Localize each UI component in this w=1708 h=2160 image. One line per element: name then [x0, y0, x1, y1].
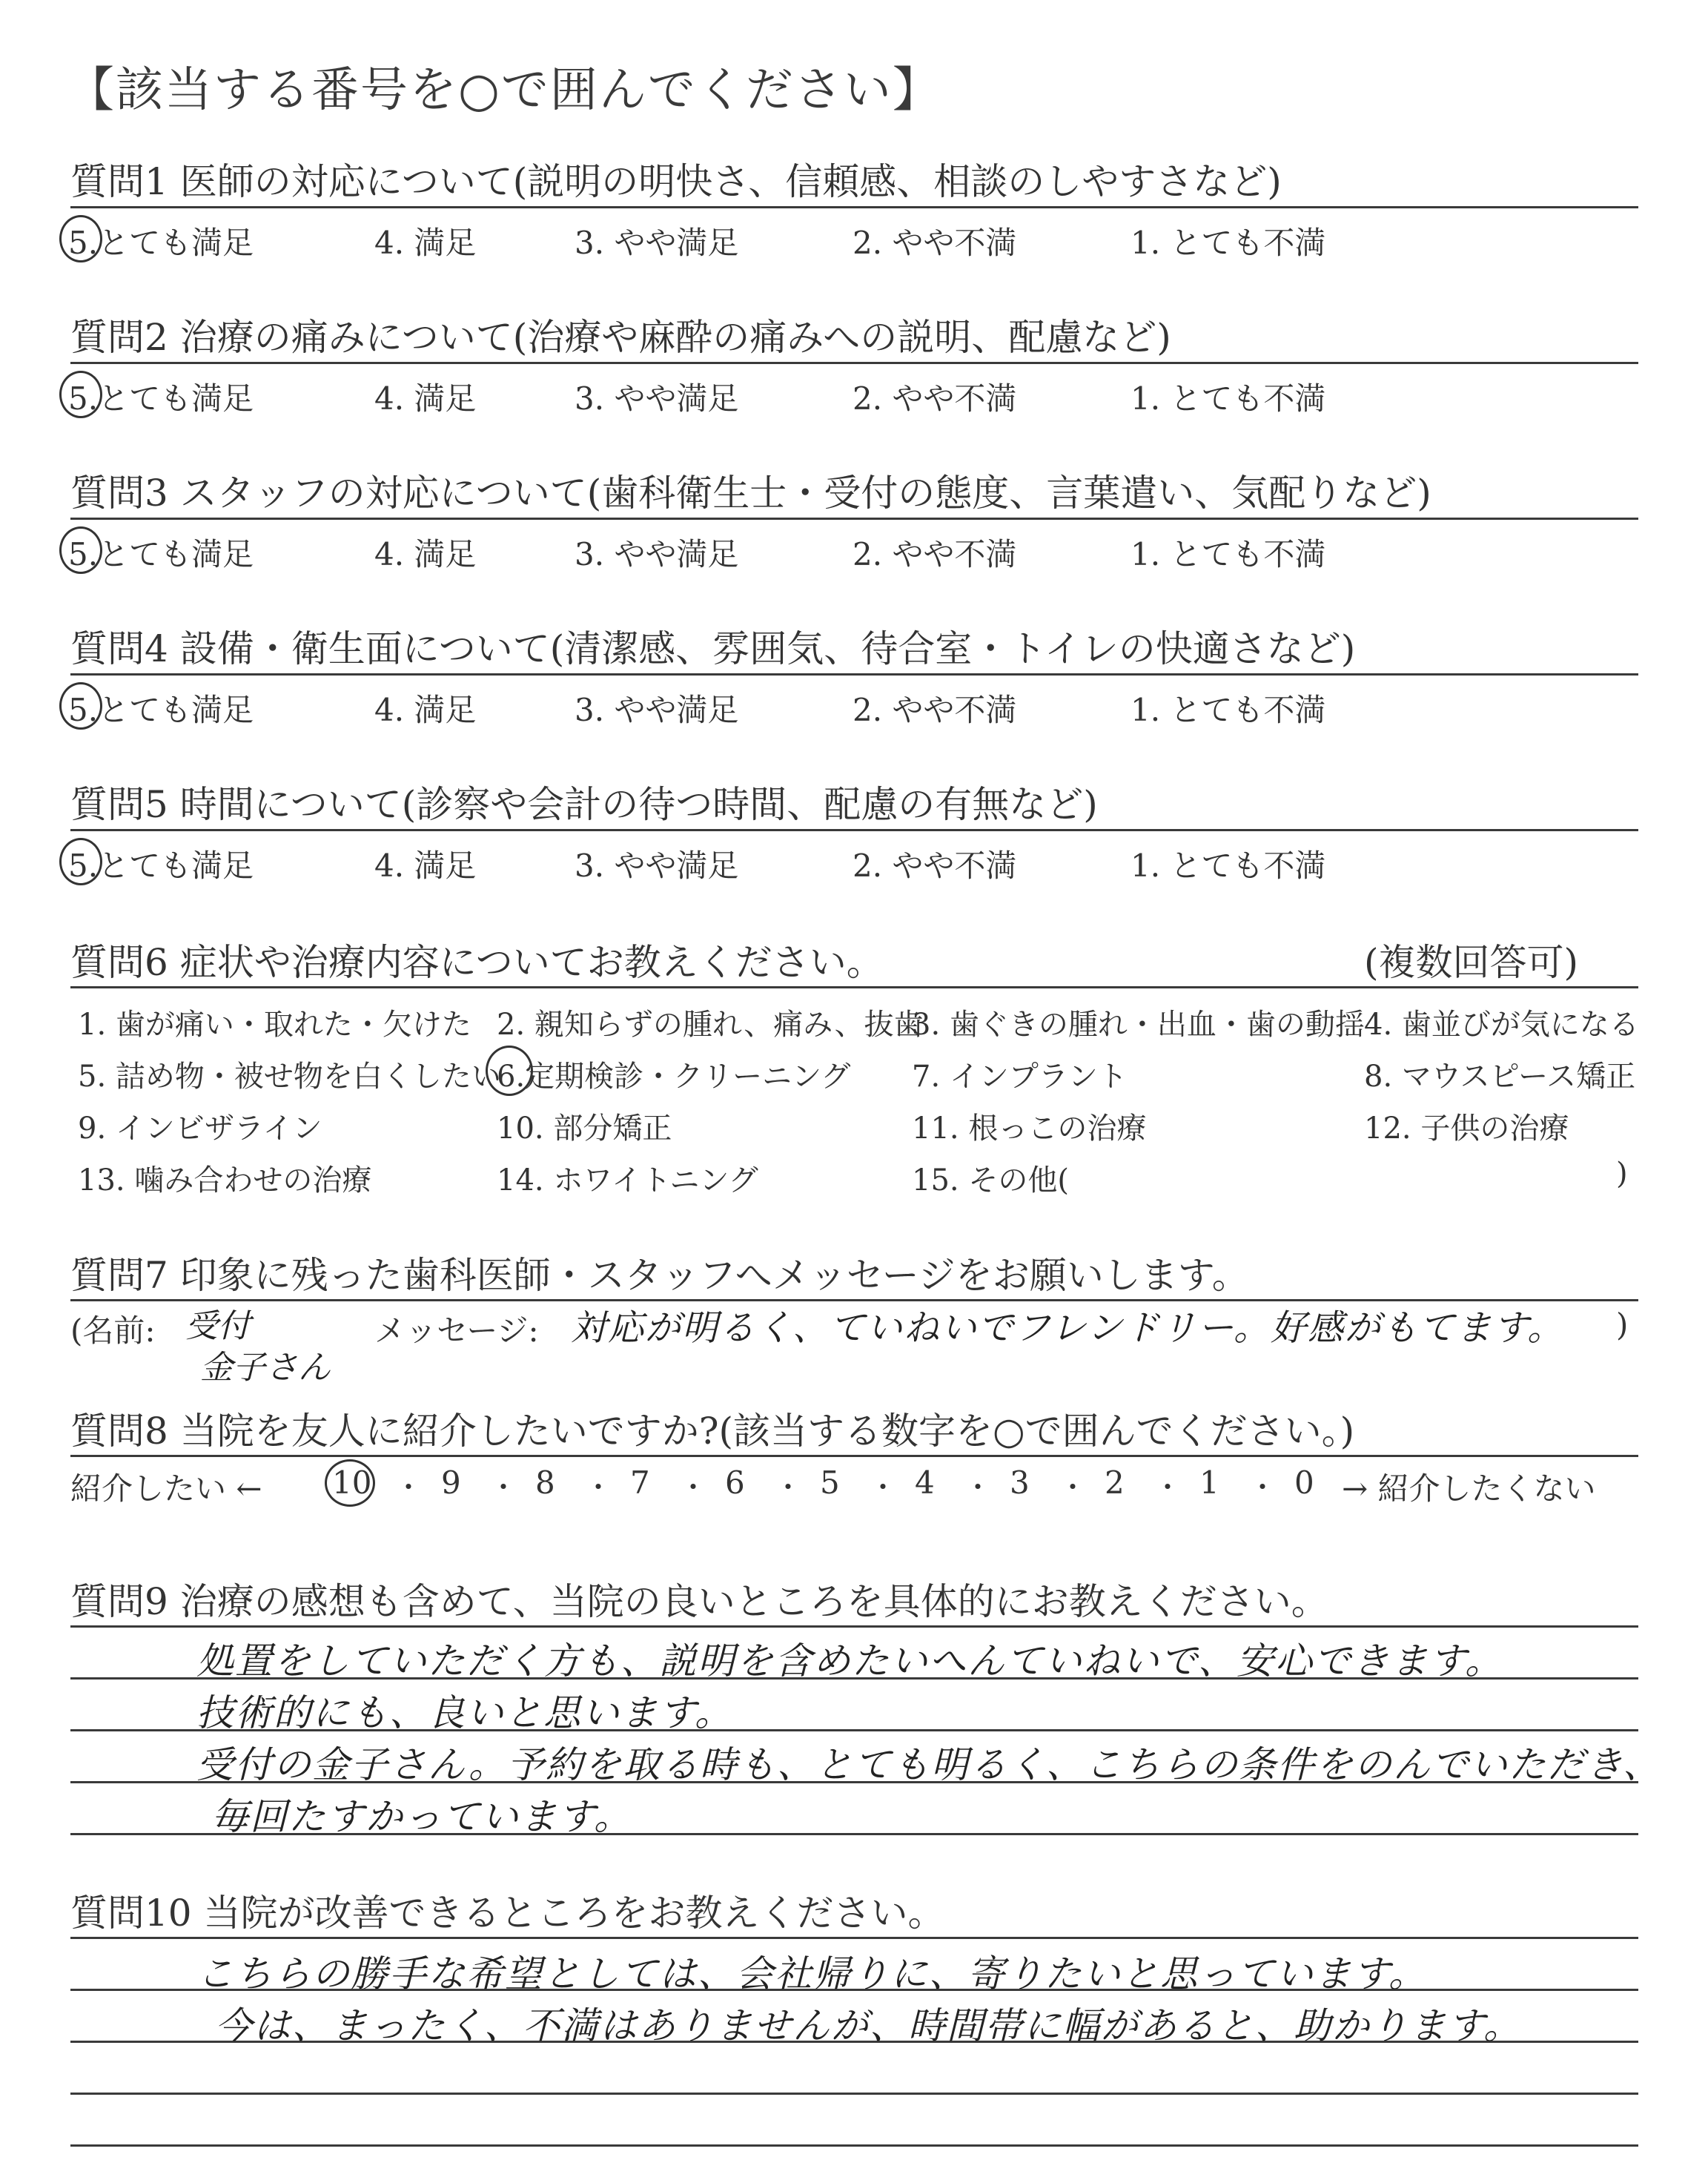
- divider: [70, 1937, 1638, 1939]
- option-1[interactable]: 1. とても不満: [1131, 692, 1326, 728]
- symptom-option[interactable]: 12. 子供の治療: [1364, 1112, 1569, 1146]
- symptom-option[interactable]: 6.定期検診・クリーニング: [497, 1060, 851, 1094]
- dot-separator: ・: [489, 1471, 518, 1504]
- symptom-option[interactable]: 8. マウスピース矯正: [1364, 1060, 1636, 1094]
- option-4[interactable]: 4. 満足: [374, 225, 477, 261]
- name-label: (名前:: [70, 1312, 156, 1349]
- divider: [70, 986, 1638, 988]
- question-title: 質問4 設備・衛生面について(清潔感、雰囲気、待合室・トイレの快適さなど): [70, 627, 1356, 670]
- score-2[interactable]: 2: [1105, 1464, 1125, 1501]
- divider: [70, 206, 1638, 208]
- symptom-option[interactable]: 9. インビザライン: [78, 1112, 322, 1146]
- option-3[interactable]: 3. やや満足: [575, 380, 739, 417]
- symptom-option[interactable]: 14. ホワイトニング: [497, 1163, 758, 1198]
- question-title: 質問6 症状や治療内容についてお教えください。: [70, 941, 884, 984]
- score-8[interactable]: 8: [535, 1464, 555, 1501]
- answer-line: 受付の金子さん。予約を取る時も、とても明るく、こちらの条件をのんでいただき、: [196, 1743, 1661, 1786]
- score-3[interactable]: 3: [1010, 1464, 1030, 1501]
- divider: [70, 362, 1638, 364]
- score-5[interactable]: 5: [820, 1464, 840, 1501]
- symptom-option[interactable]: 1. 歯が痛い・取れた・欠けた: [78, 1008, 471, 1042]
- dot-separator: ・: [394, 1471, 423, 1504]
- other-close-paren: ): [1616, 1157, 1628, 1191]
- symptom-option[interactable]: 2. 親知らずの腫れ、痛み、抜歯: [497, 1008, 924, 1042]
- symptom-option[interactable]: 4. 歯並びが気になる: [1364, 1008, 1639, 1042]
- option-3[interactable]: 3. やや満足: [575, 536, 739, 572]
- instruction-header: 【該当する番号を○で囲んでください】: [67, 63, 941, 118]
- option-4[interactable]: 4. 満足: [374, 380, 477, 417]
- symptom-option[interactable]: 3. 歯ぐきの腫れ・出血・歯の動揺: [912, 1008, 1365, 1042]
- recommend-right-label: → 紹介したくない: [1342, 1470, 1596, 1507]
- answer-line: 毎回たすかっています。: [211, 1795, 632, 1838]
- message-text: 対応が明るく、ていねいでフレンドリー。好感がもてます。: [571, 1307, 1565, 1349]
- dot-separator: ・: [964, 1471, 993, 1504]
- option-1[interactable]: 1. とても不満: [1131, 536, 1326, 572]
- option-2[interactable]: 2. やや不満: [853, 692, 1017, 728]
- option-4[interactable]: 4. 満足: [374, 536, 477, 572]
- score-10[interactable]: 10: [332, 1464, 372, 1501]
- divider: [70, 518, 1638, 520]
- answer-line: 技術的にも、良いと思います。: [196, 1691, 733, 1734]
- score-9[interactable]: 9: [441, 1464, 461, 1501]
- option-1[interactable]: 1. とても不満: [1131, 848, 1326, 884]
- score-1[interactable]: 1: [1199, 1464, 1219, 1501]
- option-5[interactable]: 5.とても満足: [68, 380, 254, 417]
- dot-separator: ・: [869, 1471, 898, 1504]
- question-title: 質問9 治療の感想も含めて、当院の良いところを具体的にお教えください。: [70, 1580, 1328, 1623]
- symptom-option[interactable]: 10. 部分矯正: [497, 1112, 672, 1146]
- question-title: 質問3 スタッフの対応について(歯科衛生士・受付の態度、言葉遣い、気配りなど): [70, 472, 1431, 515]
- option-5[interactable]: 5.とても満足: [68, 225, 254, 261]
- divider: [70, 829, 1638, 831]
- score-6[interactable]: 6: [725, 1464, 745, 1501]
- symptom-option[interactable]: 7. インプラント: [912, 1060, 1128, 1094]
- dot-separator: ・: [774, 1471, 803, 1504]
- recommend-left-label: 紹介したい ←: [70, 1470, 262, 1507]
- option-4[interactable]: 4. 満足: [374, 848, 477, 884]
- question-title: 質問10 当院が改善できるところをお教えください。: [70, 1892, 945, 1935]
- dot-separator: ・: [1059, 1471, 1088, 1504]
- symptom-option[interactable]: 5. 詰め物・被せ物を白くしたい: [78, 1060, 501, 1094]
- score-0[interactable]: 0: [1294, 1464, 1314, 1501]
- option-3[interactable]: 3. やや満足: [575, 692, 739, 728]
- question-title: 質問5 時間について(診察や会計の待つ時間、配慮の有無など): [70, 783, 1098, 826]
- divider: [70, 1625, 1638, 1628]
- dot-separator: ・: [679, 1471, 708, 1504]
- score-4[interactable]: 4: [915, 1464, 935, 1501]
- option-5[interactable]: 5.とても満足: [68, 536, 254, 572]
- writing-line: [70, 2144, 1638, 2147]
- option-1[interactable]: 1. とても不満: [1131, 225, 1326, 261]
- name-line-1: 受付: [185, 1307, 251, 1345]
- message-close-paren: ): [1616, 1307, 1629, 1343]
- answer-line: こちらの勝手な希望としては、会社帰りに、寄りたいと思っています。: [196, 1952, 1427, 1995]
- question-title: 質問1 医師の対応について(説明の明快さ、信頼感、相談のしやすさなど): [70, 160, 1282, 203]
- question-title: 質問8 当院を友人に紹介したいですか?(該当する数字を○で囲んでください。): [70, 1410, 1355, 1453]
- score-7[interactable]: 7: [630, 1464, 650, 1501]
- name-line-2: 金子さん: [200, 1349, 331, 1387]
- option-5[interactable]: 5.とても満足: [68, 692, 254, 728]
- option-3[interactable]: 3. やや満足: [575, 848, 739, 884]
- symptom-option[interactable]: 13. 噛み合わせの治療: [78, 1163, 372, 1198]
- option-5[interactable]: 5.とても満足: [68, 848, 254, 884]
- option-2[interactable]: 2. やや不満: [853, 848, 1017, 884]
- option-3[interactable]: 3. やや満足: [575, 225, 739, 261]
- answer-line: 処置をしていただく方も、説明を含めたいへんていねいで、安心できます。: [196, 1639, 1503, 1682]
- dot-separator: ・: [584, 1471, 613, 1504]
- symptom-option[interactable]: 15. その他(: [912, 1163, 1069, 1198]
- divider: [70, 1455, 1638, 1457]
- answer-line: 今は、まったく、不満はありませんが、時間帯に幅があると、助かります。: [215, 2004, 1522, 2047]
- option-1[interactable]: 1. とても不満: [1131, 380, 1326, 417]
- dot-separator: ・: [1153, 1471, 1182, 1504]
- option-2[interactable]: 2. やや不満: [853, 225, 1017, 261]
- option-2[interactable]: 2. やや不満: [853, 380, 1017, 417]
- symptom-option[interactable]: 11. 根っこの治療: [912, 1112, 1147, 1146]
- dot-separator: ・: [1248, 1471, 1277, 1504]
- writing-line: [70, 2093, 1638, 2095]
- message-label: メッセージ:: [374, 1312, 539, 1349]
- option-2[interactable]: 2. やや不満: [853, 536, 1017, 572]
- multiple-answer-note: (複数回答可): [1364, 941, 1579, 984]
- divider: [70, 673, 1638, 676]
- question-title: 質問2 治療の痛みについて(治療や麻酔の痛みへの説明、配慮など): [70, 316, 1171, 359]
- question-title: 質問7 印象に残った歯科医師・スタッフへメッセージをお願いします。: [70, 1254, 1249, 1297]
- option-4[interactable]: 4. 満足: [374, 692, 477, 728]
